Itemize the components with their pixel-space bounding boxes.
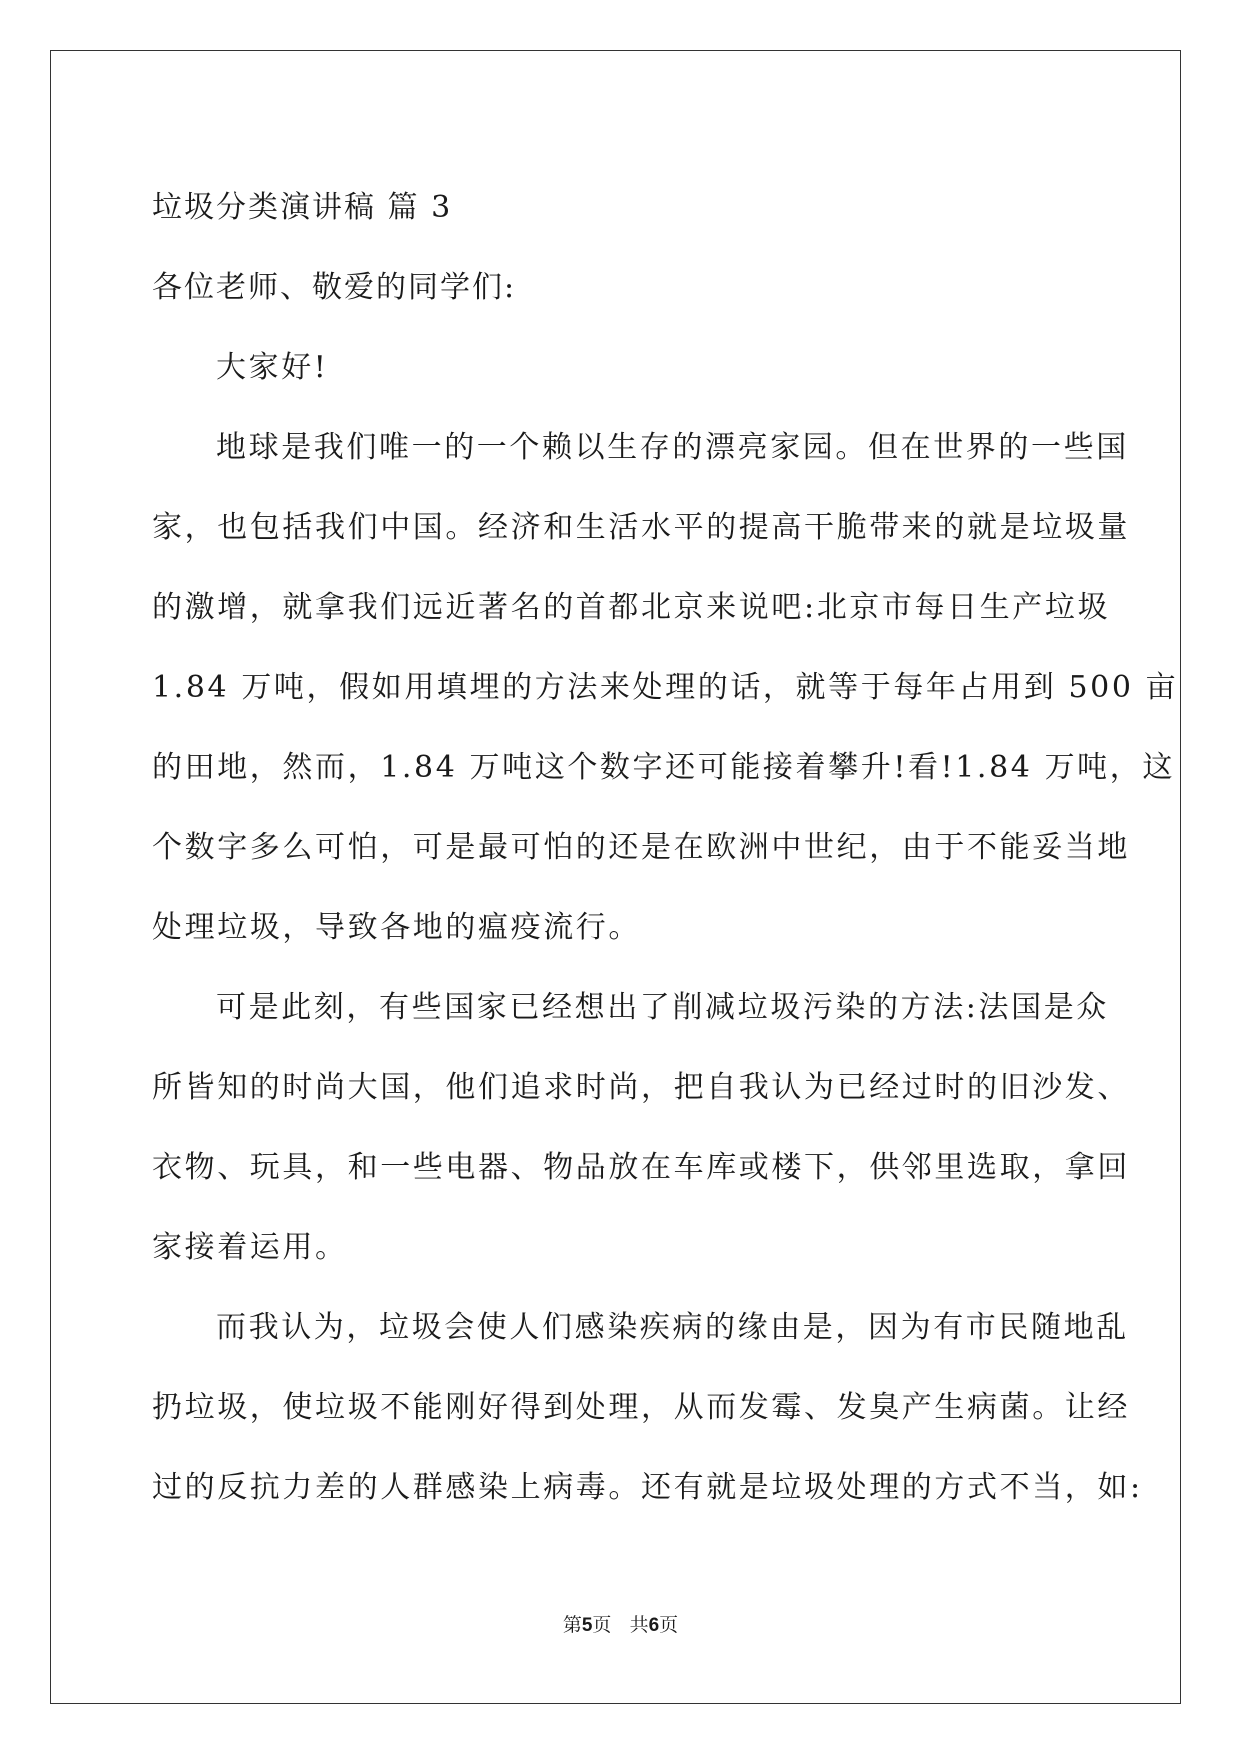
footer-page-label: 页 xyxy=(592,1614,612,1636)
paragraph-line: 所皆知的时尚大国，他们追求时尚，把自我认为已经过时的旧沙发、 xyxy=(152,1070,1130,1105)
greeting: 大家好! xyxy=(216,350,329,385)
paragraph-line: 衣物、玩具，和一些电器、物品放在车库或楼下，供邻里选取，拿回 xyxy=(152,1150,1130,1185)
paragraph-line: 可是此刻，有些国家已经想出了削减垃圾污染的方法:法国是众 xyxy=(216,990,1109,1025)
page-footer xyxy=(0,1610,1241,1637)
paragraph-line: 而我认为，垃圾会使人们感染疾病的缘由是，因为有市民随地乱 xyxy=(216,1310,1129,1345)
paragraph-line: 的田地，然而，1.84 万吨这个数字还可能接着攀升!看!1.84 万吨，这 xyxy=(152,750,1175,785)
paragraph-line: 家，也包括我们中国。经济和生活水平的提高干脆带来的就是垃圾量 xyxy=(152,510,1130,545)
paragraph-line: 扔垃圾，使垃圾不能刚好得到处理，从而发霉、发臭产生病菌。让经 xyxy=(152,1390,1130,1425)
paragraph-line: 家接着运用。 xyxy=(152,1230,348,1265)
salutation: 各位老师、敬爱的同学们: xyxy=(152,270,517,305)
paragraph-line: 地球是我们唯一的一个赖以生存的漂亮家园。但在世界的一些国 xyxy=(216,430,1129,465)
paragraph-line: 1.84 万吨，假如用填埋的方法来处理的话，就等于每年占用到 500 亩 xyxy=(152,670,1179,705)
current-page-number: 5 xyxy=(581,1615,593,1636)
paragraph-line: 处理垃圾，导致各地的瘟疫流行。 xyxy=(152,910,641,945)
document-body xyxy=(152,168,1179,1528)
footer-total-label: 页 xyxy=(659,1614,679,1636)
paragraph-line: 的激增，就拿我们远近著名的首都北京来说吧:北京市每日生产垃圾 xyxy=(152,590,1111,625)
paragraph-1 xyxy=(152,408,1179,968)
paragraph-line: 过的反抗力差的人群感染上病毒。还有就是垃圾处理的方式不当，如: xyxy=(152,1470,1143,1505)
total-pages-number: 6 xyxy=(648,1615,660,1636)
paragraph-3 xyxy=(152,1288,1143,1528)
paragraph-line: 个数字多么可怕，可是最可怕的还是在欧洲中世纪，由于不能妥当地 xyxy=(152,830,1130,865)
document-title: 垃圾分类演讲稿 篇 3 xyxy=(152,190,453,225)
paragraph-2 xyxy=(152,968,1130,1288)
footer-prefix: 第 xyxy=(562,1614,582,1636)
footer-total-prefix: 共 xyxy=(629,1614,649,1636)
